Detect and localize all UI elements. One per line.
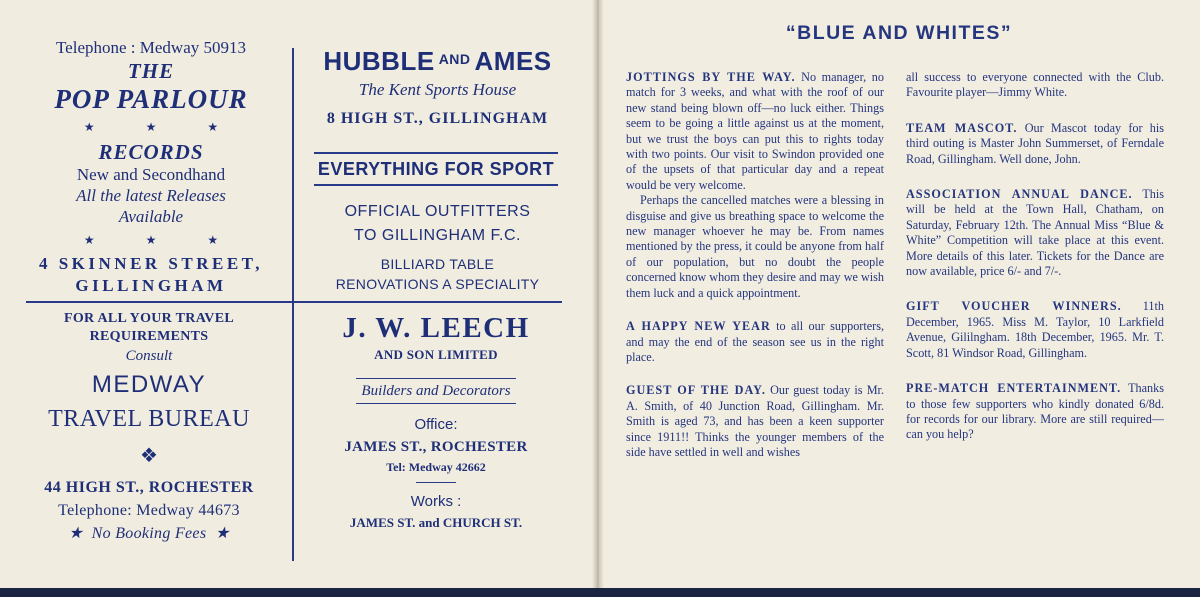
mascot-body: Our Mascot today for his third outing is Master John Summerset, of Ferndale Road, Gillingham. Well done, John. (906, 120, 1165, 166)
right-page (598, 0, 1200, 597)
guest-heading: GUEST OF THE DAY. (626, 383, 766, 398)
stars-ornament-bottom: ★ ★ ★ (83, 233, 243, 247)
dance-heading: ASSOCIATION ANNUAL DANCE. (906, 187, 1133, 202)
bottom-edge (0, 588, 1200, 597)
hubble-ames-ad (300, 42, 575, 130)
travel-fees: ★ No Booking Fees ★ (68, 525, 230, 542)
vertical-divider-top (292, 48, 294, 302)
pop-parlour-the: THE (127, 59, 175, 83)
stars-ornament-top: ★ ★ ★ (83, 120, 243, 134)
travel-name2: TRAVEL BUREAU (48, 406, 250, 432)
voucher-section (906, 299, 1164, 361)
new-year-heading: A HAPPY NEW YEAR (626, 319, 771, 334)
prematch-heading: PRE-MATCH ENTERTAINMENT. (906, 381, 1122, 396)
leech-company: AND SON LIMITED (374, 347, 498, 362)
leech-office-tel: Tel: Medway 42662 (386, 460, 486, 474)
page-title: “BLUE AND WHITES” (785, 22, 1013, 44)
hubble-ames-outfitters2: TO GILLINGHAM F.C. (354, 227, 521, 244)
medway-travel-ad (14, 310, 284, 546)
hubble-ames-slogan: EVERYTHING FOR SPORT (317, 159, 555, 179)
leech-office-address: JAMES ST., ROCHESTER (344, 439, 528, 455)
pop-parlour-line1: New and Secondhand (76, 165, 226, 184)
pop-parlour-name: POP PARLOUR (54, 84, 248, 114)
pop-parlour-address2: GILLINGHAM (75, 276, 227, 295)
leech-ad (305, 310, 567, 533)
dance-section (906, 187, 1164, 279)
jottings-body: No manager, no match for 3 weeks, and what with the roof of our new stand being blown off—no luck either. Things seem to be going a little against us at the moment, but we trust the boys can put this to rights today with two points. Our visit to Swindon provided one of the upsets of that particular day and a repeat would be very welcome. (626, 70, 884, 192)
pop-parlour-line2: All the latest Releases (76, 186, 226, 205)
prematch-body: Thanks to those few supporters who kindly donated 6/8d. for records for our library. More are still required—can you help? (906, 381, 1164, 442)
column-right (906, 70, 1164, 458)
guest-section (626, 383, 884, 460)
prematch-section (906, 381, 1164, 443)
new-year-body: to all our supporters, and may the end of the season see us in the right place. (626, 319, 884, 364)
jottings-section-2: Perhaps the cancelled matches were a blessing in disguise and give us breathing space to welcome the new manager whoever he may be. From names mentioned by the press, it could be anyone from half of our population, but no doubt the people concerned know whom they desire and may we wish them luck and a quick appointment. (626, 193, 884, 300)
leech-trade: Builders and Decorators (361, 383, 511, 399)
travel-telephone: Telephone: Medway 44673 (58, 502, 240, 519)
voucher-body: 11th December, 1965. Miss M. Taylor, 10 Larkfield Avenue, Gililngham. 18th December, 1965. Mr. T. Scott, 81 Windsor Road, Gillingham. (906, 299, 1164, 360)
jottings-heading: JOTTINGS BY THE WAY. (626, 70, 796, 84)
leech-office-label: Office: (414, 416, 458, 433)
travel-line1: FOR ALL YOUR TRAVEL (64, 311, 234, 326)
voucher-heading: GIFT VOUCHER WINNERS. (906, 299, 1122, 314)
pop-parlour-address1: 4 SKINNER STREET, (38, 254, 264, 273)
leech-name: J. W. LEECH (342, 312, 530, 344)
horizontal-divider (26, 301, 562, 303)
hubble-ames-details (300, 200, 575, 294)
leech-works-address: JAMES ST. and CHURCH ST. (349, 515, 523, 530)
hubble-ames-name-and: AND (438, 51, 471, 67)
hubble-ames-name-left: HUBBLE (323, 46, 435, 76)
dance-body: This will be held at the Town Hall, Chatham, on Saturday, February 12th. The Annual Miss “Blue & White” Competition will take place at this event. More details of this later. Tickets for the Dance are now available, price 6/- and 7/-. (906, 187, 1164, 279)
guest-body: Our guest today is Mr. A. Smith, of 40 Junction Road, Gillingham. Mr. Smith is aged 73, and has been a keen supporter since 1911!! Thinks the younger members of the side have settled in well and wishes (626, 383, 884, 459)
pop-parlour-records: RECORDS (98, 140, 204, 164)
leech-short-rule (416, 482, 456, 483)
vertical-divider-bottom (292, 303, 294, 561)
hubble-ames-name-right: AMES (474, 46, 552, 76)
book-spine (592, 0, 604, 597)
hubble-ames-name (300, 42, 575, 78)
column-left (626, 70, 884, 475)
pop-parlour-line3: Available (118, 207, 184, 226)
travel-consult: Consult (125, 348, 173, 364)
pop-parlour-ad (20, 38, 282, 297)
jottings-section (626, 70, 884, 193)
hubble-ames-billiard2: RENOVATIONS A SPECIALITY (335, 276, 540, 292)
hubble-ames-address: 8 HIGH ST., GILLINGHAM (326, 110, 549, 127)
hubble-ames-outfitters1: OFFICIAL OUTFITTERS (344, 203, 531, 220)
mascot-section (906, 121, 1164, 167)
new-year-section (626, 319, 884, 365)
hubble-ames-subtitle: The Kent Sports House (358, 80, 517, 99)
travel-address: 44 HIGH ST., ROCHESTER (44, 479, 254, 496)
hubble-ames-billiard1: BILLIARD TABLE (380, 256, 495, 272)
travel-line2: REQUIREMENTS (89, 329, 209, 344)
pop-parlour-telephone: Telephone : Medway 50913 (55, 38, 246, 57)
diamond-ornament-icon: ❖ (140, 445, 158, 467)
hubble-ames-slogan-box (314, 152, 558, 186)
leech-works-label: Works : (410, 493, 462, 510)
leech-trade-box (356, 378, 516, 404)
mascot-heading: TEAM MASCOT. (906, 120, 1018, 135)
guest-continued: all success to everyone connected with the Club. Favourite player—Jimmy White. (906, 70, 1164, 100)
travel-name1: MEDWAY (91, 371, 207, 398)
left-page (0, 0, 598, 597)
